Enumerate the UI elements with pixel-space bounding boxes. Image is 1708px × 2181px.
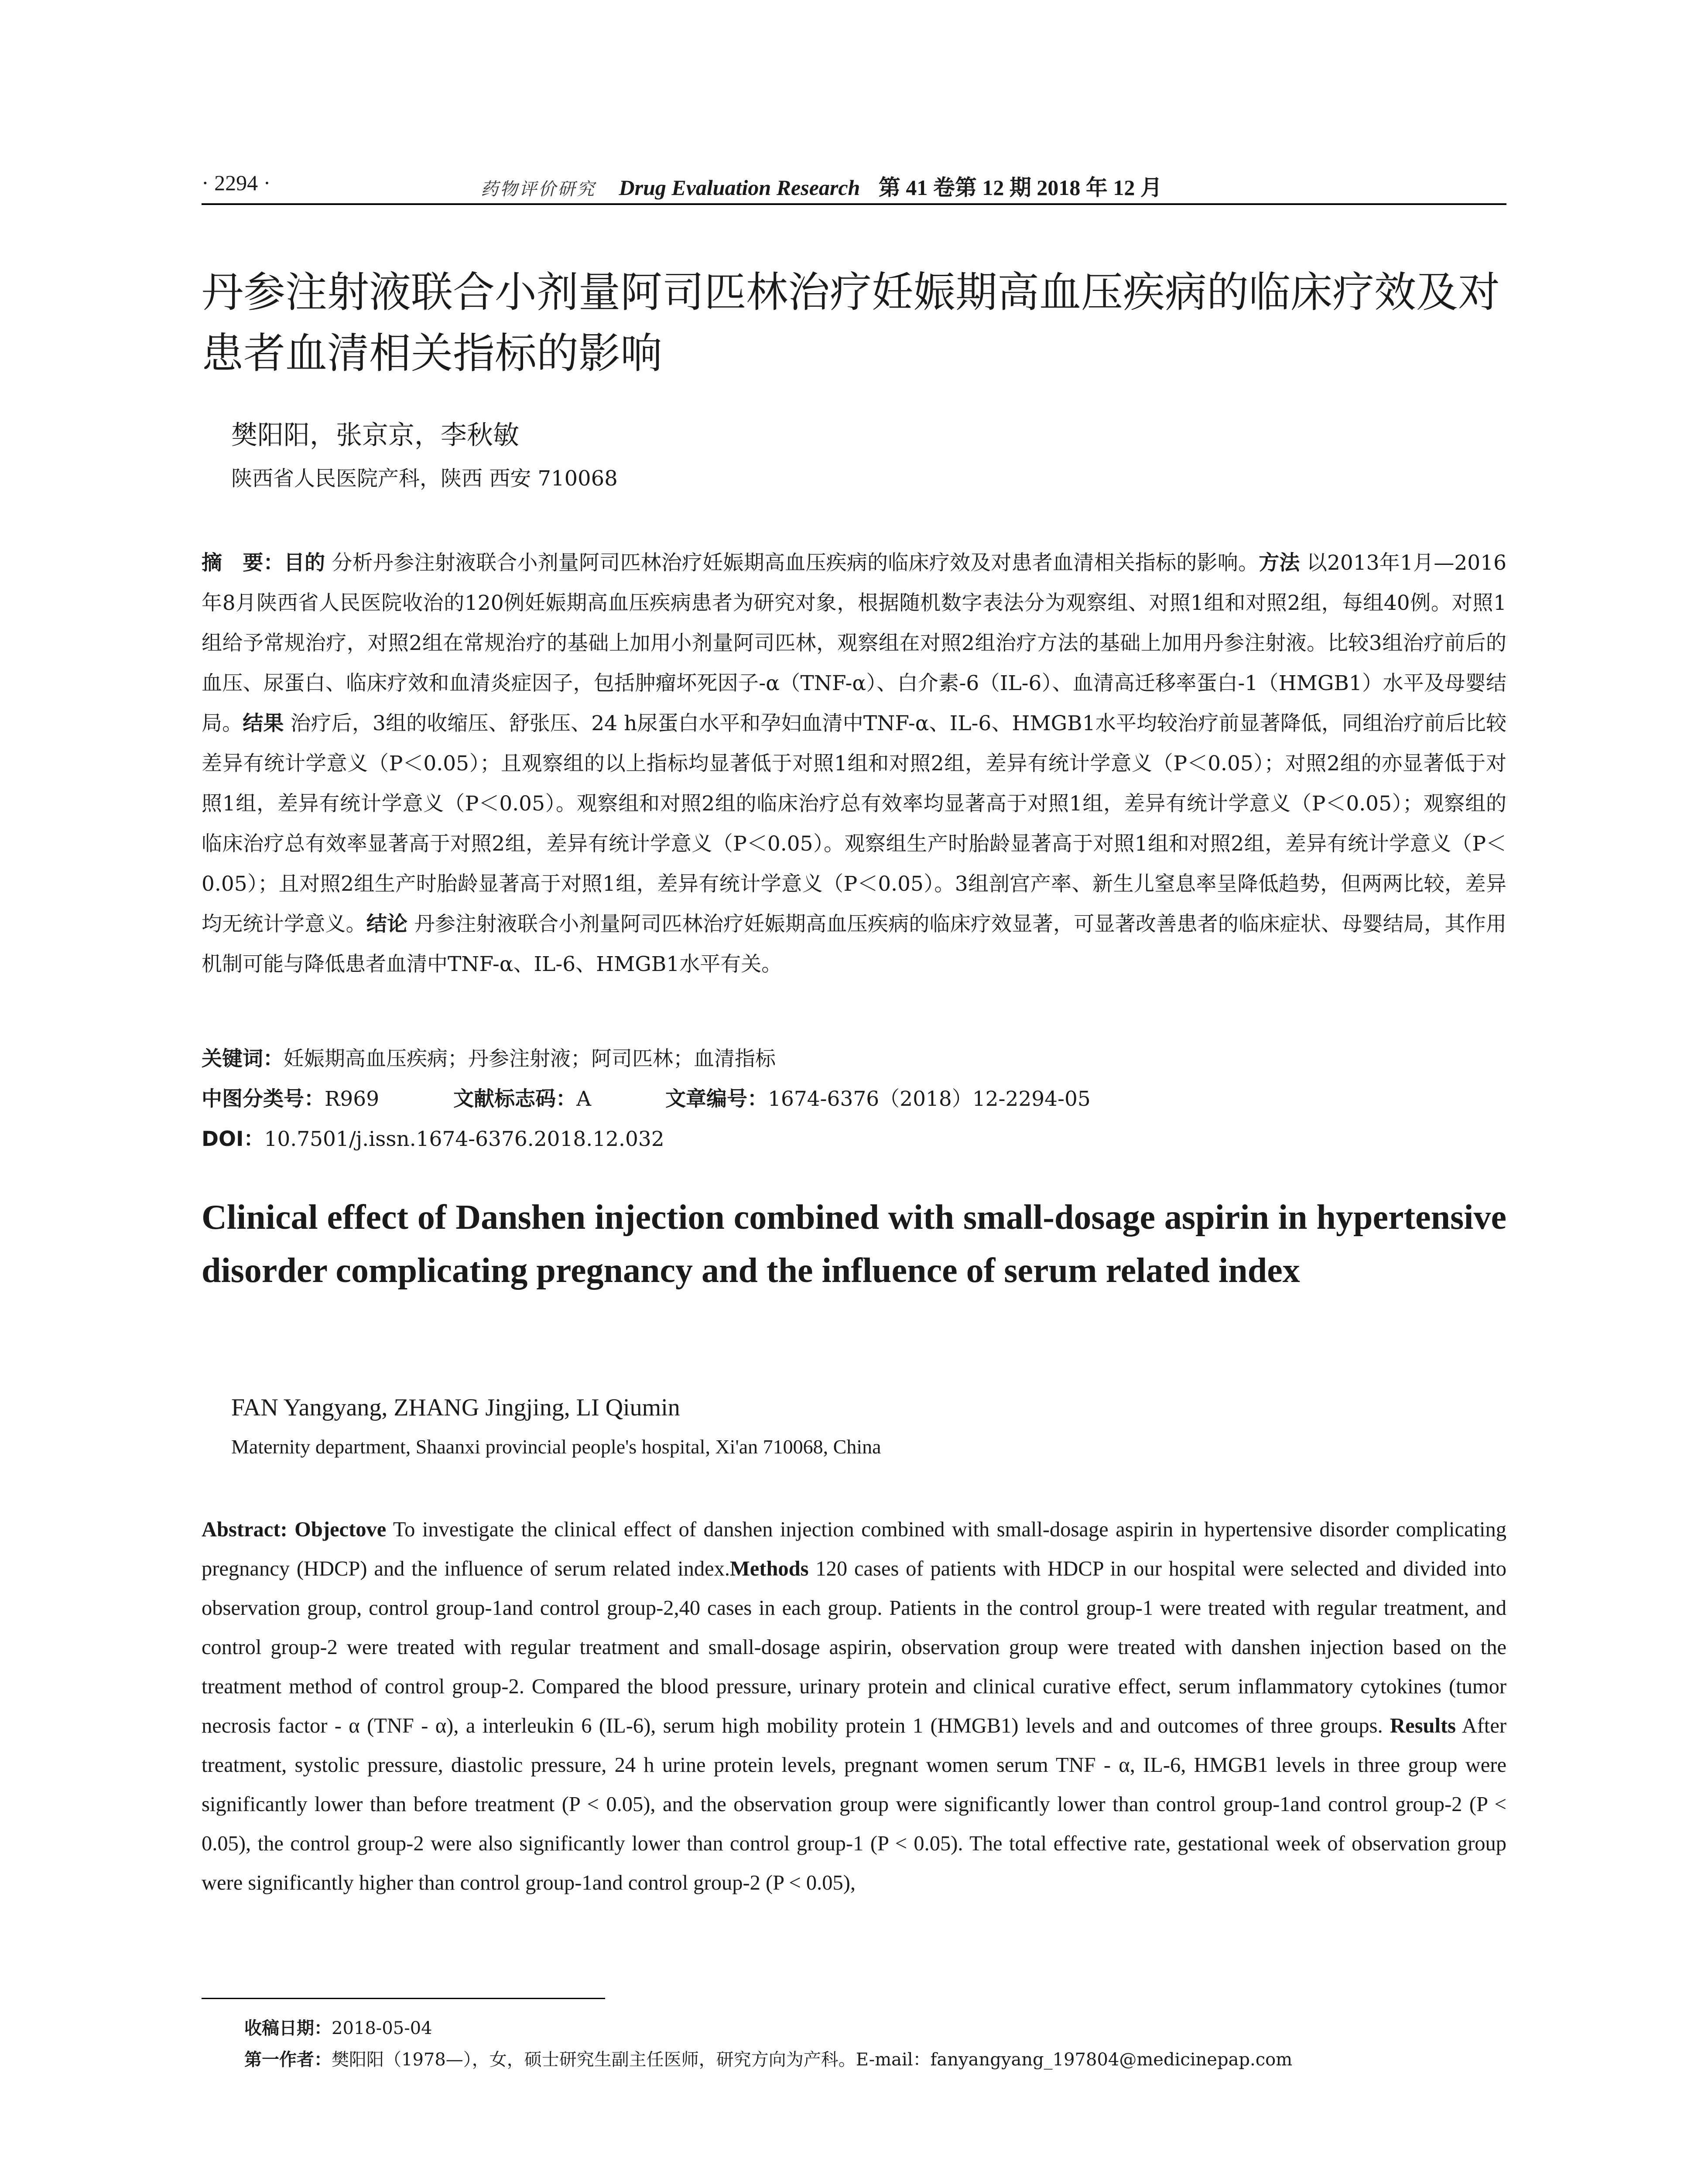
english-affiliation: Maternity department, Shaanxi provincial people's hospital, Xi'an 710068, China (231, 1436, 881, 1458)
chinese-title: 丹参注射液联合小剂量阿司匹林治疗妊娠期高血压疾病的临床疗效及对患者血清相关指标的影响 (202, 268, 1500, 378)
methods-label: 方法 (1259, 551, 1300, 575)
page-number: · 2294 · (202, 171, 271, 195)
english-title: Clinical effect of Danshen injection combined with small-dosage aspirin in hypertensive disorder complicating pregnancy and the influence of serum related index (202, 1198, 1506, 1290)
chinese-affiliation: 陕西省人民医院产科，陕西 西安 710068 (231, 466, 618, 491)
conclusion-label: 结论 (366, 912, 408, 936)
chinese-authors: 樊阳阳，张京京，李秋敏 (231, 420, 519, 451)
en-objective-text: To investigate the clinical effect of danshen injection combined with small-dosage aspirin in hypertensive disorder complicating pregnancy (HDCP) and the influence of serum related index. (202, 1518, 1506, 1580)
methods-text: 以2013年1月—2016年8月陕西省人民医院收治的120例妊娠期高血压疾病患者为研究对象，根据随机数字表法分为观察组、对照1组和对照2组，每组40例。对照1组给予常规治疗，对照2组在常规治疗的基础上加用小剂量阿司匹林，观察组在对照2组治疗方法的基础上加用丹参注射液。比较3组治疗前后的血压、尿蛋白、临床疗效和血清炎症因子，包括肿瘤坏死因子-α（TNF-α）、白介素-6（IL-6）、血清高迁移率蛋白-1（HMGB1）水平及母婴结局。 (202, 551, 1507, 735)
received-date: 2018-05-04 (332, 2018, 432, 2038)
journal-issue: 第 41 卷第 12 期 2018 年 12 月 (878, 175, 1162, 200)
keywords-line (202, 1043, 776, 1072)
first-author-label: 第一作者： (244, 2050, 332, 2070)
first-author-line (244, 2046, 1292, 2071)
received-label: 收稿日期： (244, 2018, 332, 2038)
keywords-label: 关键词： (202, 1047, 284, 1071)
chinese-abstract (202, 543, 1506, 985)
english-authors: FAN Yangyang, ZHANG Jingjing, LI Qiumin (231, 1394, 680, 1421)
en-methods-label: Methods (729, 1557, 809, 1580)
journal-name: Drug Evaluation Research (619, 175, 860, 200)
conclusion-text: 丹参注射液联合小剂量阿司匹林治疗妊娠期高血压疾病的临床疗效显著，可显著改善患者的临床症状、母婴结局，其作用机制可能与降低患者血清中TNF-α、IL-6、HMGB1水平有关。 (202, 912, 1507, 976)
en-methods-text: 120 cases of patients with HDCP in our hospital were selected and divided into observation group, control group-1and control group-2,40 cases in each group. Patients in the control group-1 were treated with regular treatment, and control group-2 were treated with regular treatment and small-dosage aspirin, observation group were treated with danshen injection based on the treatment method of control group-2. Compared the blood pressure, urinary protein and clinical curative effect, serum inflammatory cytokines (tumor necrosis factor - α (TNF - α), a interleukin 6 (IL-6), serum high mobility protein 1 (HMGB1) levels and and outcomes of three groups. (202, 1557, 1506, 1737)
doi-value: 10.7501/j.issn.1674-6376.2018.12.032 (264, 1127, 664, 1151)
article-no-label: 文章编号： (665, 1087, 768, 1111)
first-author-info: 樊阳阳（1978—），女，硕士研究生副主任医师，研究方向为产科。E-mail：fanyangyang_197804@medicinepap.com (332, 2050, 1293, 2070)
header-rule (202, 203, 1506, 205)
received-date-line (244, 2014, 432, 2039)
en-results-text: After treatment, systolic pressure, diastolic pressure, 24 h urine protein levels, pregnant women serum TNF - α, IL-6, HMGB1 levels in three group were significantly lower than before treatment (P < 0.05), and the observation group were significantly lower than control group-1and control group-2 (P < 0.05), the control group-2 were also significantly lower than control group-1 (P < 0.05). The total effective rate, gestational week of observation group were significantly higher than control group-1and control group-2 (P < 0.05), (202, 1714, 1507, 1894)
results-text: 治疗后，3组的收缩压、舒张压、24 h尿蛋白水平和孕妇血清中TNF-α、IL-6、HMGB1水平均较治疗前显著降低，同组治疗前后比较差异有统计学意义（P＜0.05）；且观察组的以上指标均显著低于对照1组和对照2组，差异有统计学意义（P＜0.05）；对照2组的亦显著低于对照1组，差异有统计学意义（P＜0.05）。观察组和对照2组的临床治疗总有效率均显著高于对照1组，差异有统计学意义（P＜0.05）；观察组的临床治疗总有效率显著高于对照2组，差异有统计学意义（P＜0.05）。观察组生产时胎龄显著高于对照1组和对照2组，差异有统计学意义（P＜0.05）；且对照2组生产时胎龄显著高于对照1组，差异有统计学意义（P＜0.05）。3组剖宫产率、新生儿窒息率呈降低趋势，但两两比较，差异均无统计学意义。 (202, 711, 1507, 936)
classification-line (202, 1083, 1091, 1112)
doi-label: DOI： (202, 1127, 264, 1151)
en-results-label: Results (1390, 1714, 1456, 1737)
running-header (202, 170, 1506, 205)
doc-code-value: A (576, 1087, 592, 1111)
journal-header (481, 170, 1162, 202)
journal-logo: 药物评价研究 (481, 179, 596, 199)
footnote-rule (202, 1998, 605, 1999)
clc-label: 中图分类号： (202, 1087, 325, 1111)
keywords: 妊娠期高血压疾病；丹参注射液；阿司匹林；血清指标 (284, 1047, 776, 1071)
english-abstract (202, 1510, 1506, 1903)
en-objective-label: Objectove (294, 1518, 387, 1541)
objective-text: 分析丹参注射液联合小剂量阿司匹林治疗妊娠期高血压疾病的临床疗效及对患者血清相关指标的影响。 (325, 551, 1259, 575)
article-no-value: 1674-6376（2018）12-2294-05 (768, 1087, 1091, 1111)
objective-label: 目的 (284, 551, 325, 575)
clc-value: R969 (325, 1087, 380, 1111)
results-label: 结果 (243, 711, 284, 735)
en-abstract-label: Abstract: (202, 1518, 288, 1541)
doc-code-label: 文献标志码： (453, 1087, 577, 1111)
abstract-label: 摘 要： (202, 551, 284, 575)
doi-line (202, 1123, 664, 1152)
